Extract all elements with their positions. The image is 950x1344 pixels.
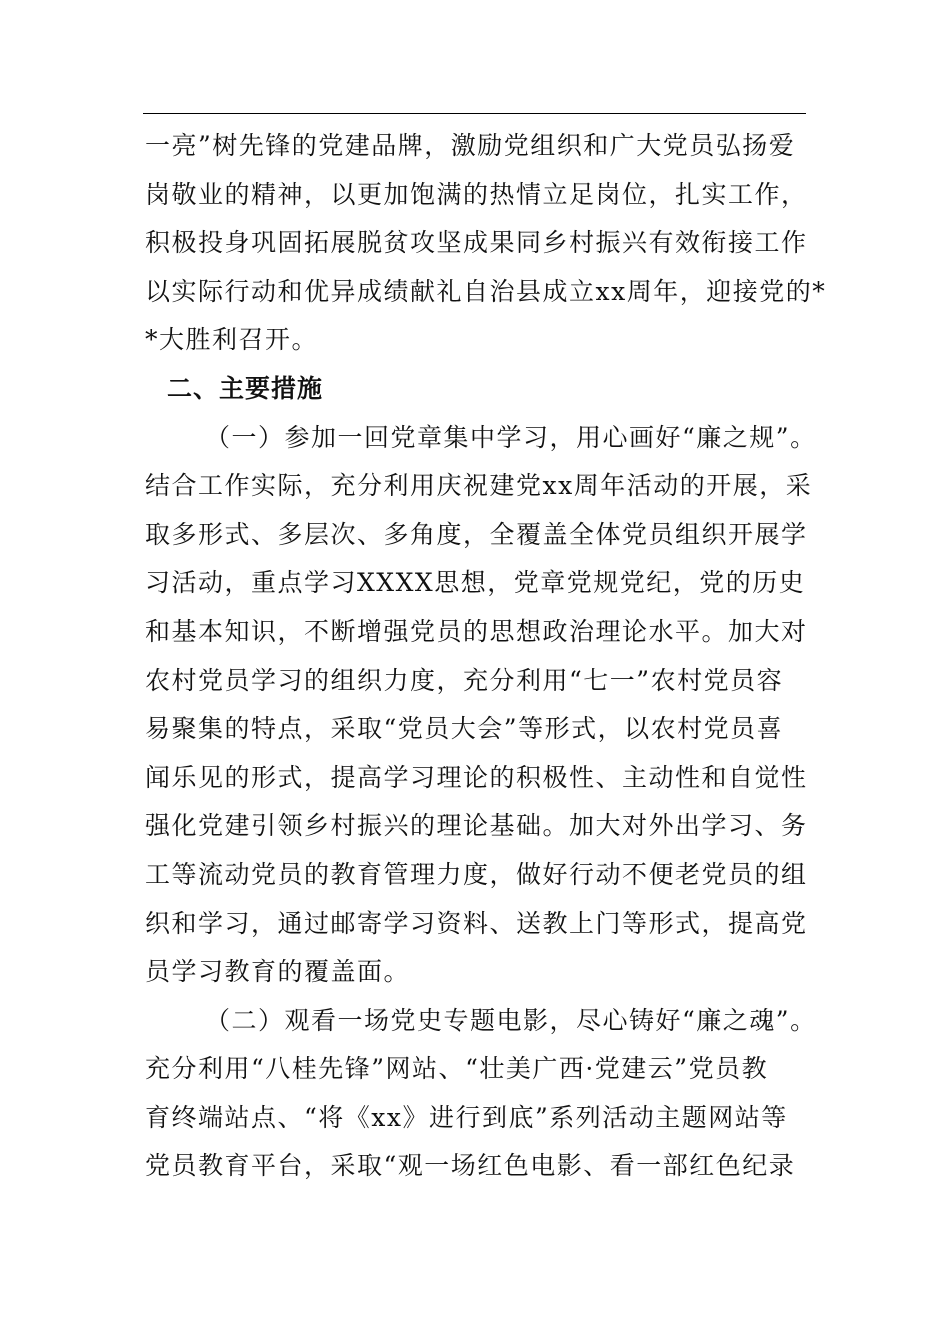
section-heading: 二、主要措施 [167,373,324,403]
paragraph-line: 织和学习，通过邮寄学习资料、送教上门等形式，提高党 [145,908,808,938]
paragraph-line: 习活动，重点学习XXXX思想，党章党规党纪，党的历史 [145,568,806,598]
paragraph-line: 以实际行动和优异成绩献礼自治县成立xx周年，迎接党的* [145,276,827,306]
paragraph-line: 工等流动党员的教育管理力度，做好行动不便老党员的组 [145,859,808,889]
subsection-title-1: （一）参加一回党章集中学习，用心画好“廉之规”。 [205,422,817,452]
paragraph-line: 易聚集的特点，采取“党员大会”等形式，以农村党员喜 [145,714,784,744]
paragraph-line: 闻乐见的形式，提高学习理论的积极性、主动性和自觉性 [145,762,808,792]
paragraph-line: 岗敬业的精神，以更加饱满的热情立足岗位，扎实工作， [145,179,808,209]
paragraph-line: *大胜利召开。 [145,325,319,355]
paragraph-line: 充分利用“八桂先锋”网站、“壮美广西·党建云”党员教 [145,1054,769,1084]
subsection-title-2: （二）观看一场党史专题电影，尽心铸好“廉之魂”。 [205,1005,817,1035]
paragraph-line: 积极投身巩固拓展脱贫攻坚成果同乡村振兴有效衔接工作 [145,228,808,258]
paragraph-line: 和基本知识，不断增强党员的思想政治理论水平。加大对 [145,616,808,646]
paragraph-line: 强化党建引领乡村振兴的理论基础。加大对外出学习、务 [145,811,808,841]
paragraph-line: 结合工作实际，充分利用庆祝建党xx周年活动的开展，采 [145,471,813,501]
paragraph-line: 育终端站点、“将《xx》进行到底”系列活动主题网站等 [145,1102,788,1132]
header-rule [143,113,806,114]
paragraph-line: 取多形式、多层次、多角度，全覆盖全体党员组织开展学 [145,519,808,549]
paragraph-line: 员学习教育的覆盖面。 [145,957,411,987]
paragraph-line: 党员教育平台，采取“观一场红色电影、看一部红色纪录 [145,1151,796,1181]
document-body [145,122,825,1191]
paragraph-line: 农村党员学习的组织力度，充分利用“七一”农村党员容 [145,665,784,695]
paragraph-line: 一亮”树先锋的党建品牌，激励党组织和广大党员弘扬爱 [145,131,796,160]
